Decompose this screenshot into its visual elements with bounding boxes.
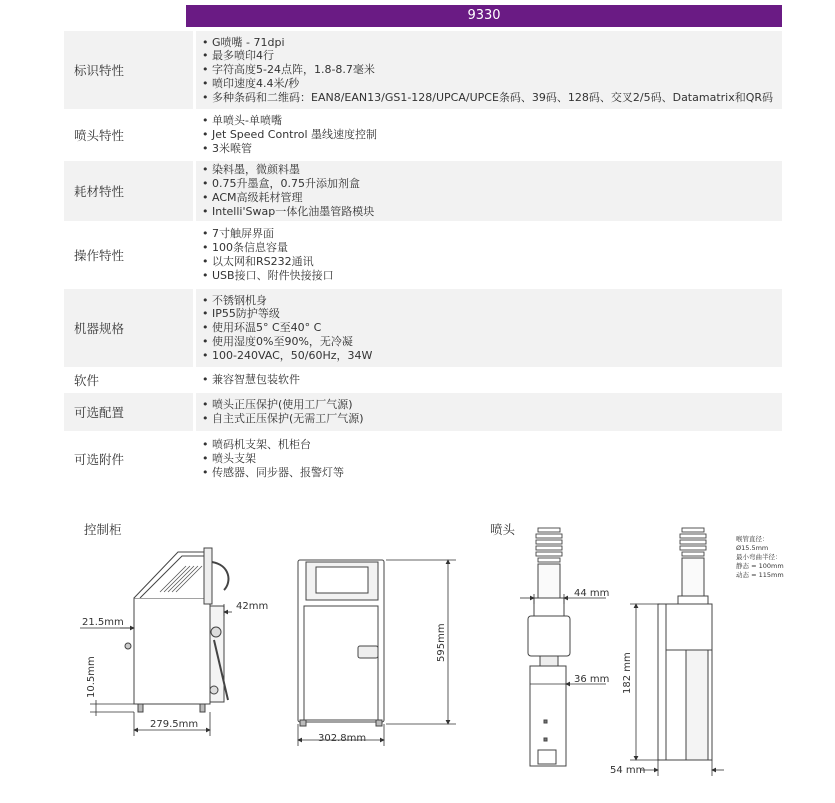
spec-item: • Jet Speed Control 墨线速度控制	[202, 128, 782, 142]
spec-label: 软件	[64, 370, 193, 390]
umbilical-note-line-4: 静态 = 100mm	[736, 562, 784, 570]
spec-item: • 字符高度5-24点阵，1.8-8.7毫米	[202, 63, 782, 77]
caption-printhead: 喷头	[490, 522, 516, 537]
spec-item: • G喷嘴 - 71dpi	[202, 36, 782, 50]
dim-21-5mm: 21.5mm	[82, 617, 124, 628]
umbilical-note-line-5: 动态 = 115mm	[736, 571, 784, 579]
spec-item: • 不锈钢机身	[202, 294, 782, 308]
spec-item: • 100-240VAC，50/60Hz，34W	[202, 349, 782, 363]
spec-label: 可选配置	[64, 393, 193, 431]
dim-595mm: 595mm	[436, 623, 447, 662]
spec-item: • 染料墨，微颜料墨	[202, 163, 782, 177]
model-header: 9330	[186, 5, 782, 27]
spec-item: • 最多喷印4行	[202, 49, 782, 63]
spec-label: 可选附件	[64, 434, 193, 484]
spec-item: • 使用湿度0%至90%，无冷凝	[202, 335, 782, 349]
spec-item: • ACM高级耗材管理	[202, 191, 782, 205]
umbilical-note-line-3: 最小弯曲半径：	[736, 553, 782, 561]
spec-item: • 喷头正压保护(使用工厂气源)	[202, 398, 782, 412]
spec-item: • 3米喉管	[202, 142, 782, 156]
dim-36mm: 36 mm	[574, 674, 610, 685]
dim-10-5mm: 10.5mm	[86, 656, 97, 698]
printhead-front-view	[528, 528, 570, 766]
umbilical-note-line-2: Ø15.5mm	[736, 544, 769, 552]
spec-item: • 使用环温5° C至40° C	[202, 321, 782, 335]
spec-item: • 传感器、同步器、报警灯等	[202, 466, 782, 480]
dim-44mm: 44 mm	[574, 588, 610, 599]
spec-item: • IP55防护等级	[202, 307, 782, 321]
spec-label: 操作特性	[64, 224, 193, 286]
spec-item: • 多种条码和二维码：EAN8/EAN13/GS1-128/UPCA/UPCE条码、39码、128码、交叉2/5码、Datamatrix和QR码	[202, 91, 782, 105]
printhead-side-view	[658, 528, 712, 760]
spec-item: • 喷头支架	[202, 452, 782, 466]
spec-item: • 100条信息容量	[202, 241, 782, 255]
spec-item: • 7寸触屏界面	[202, 227, 782, 241]
spec-item: • 喷印速度4.4米/秒	[202, 77, 782, 91]
dim-279-5mm: 279.5mm	[150, 719, 199, 730]
spec-label: 机器规格	[64, 289, 193, 367]
cabinet-side-view	[125, 548, 228, 712]
spec-label: 耗材特性	[64, 161, 193, 221]
cabinet-front-view	[298, 560, 384, 726]
dim-42mm: 42mm	[236, 601, 269, 612]
spec-item: • 以太网和RS232通讯	[202, 255, 782, 269]
dim-302-8mm: 302.8mm	[318, 733, 367, 744]
dim-182mm: 182 mm	[622, 652, 633, 694]
spec-label: 喷头特性	[64, 112, 193, 158]
spec-item: • 0.75升墨盒，0.75升添加剂盒	[202, 177, 782, 191]
spec-item: • 自主式正压保护(无需工厂气源)	[202, 412, 782, 426]
spec-item: • USB接口、附件快接接口	[202, 269, 782, 283]
spec-label: 标识特性	[64, 31, 193, 109]
dim-54mm: 54 mm	[610, 765, 646, 776]
umbilical-note-line-1: 喉管直径：	[736, 535, 769, 543]
spec-item: • 单喷头-单喷嘴	[202, 114, 782, 128]
caption-cabinet: 控制柜	[84, 522, 122, 537]
spec-item: • Intelli'Swap一体化油墨管路模块	[202, 205, 782, 219]
spec-item: • 兼容智慧包装软件	[202, 373, 782, 387]
spec-item: • 喷码机支架、机柜台	[202, 438, 782, 452]
